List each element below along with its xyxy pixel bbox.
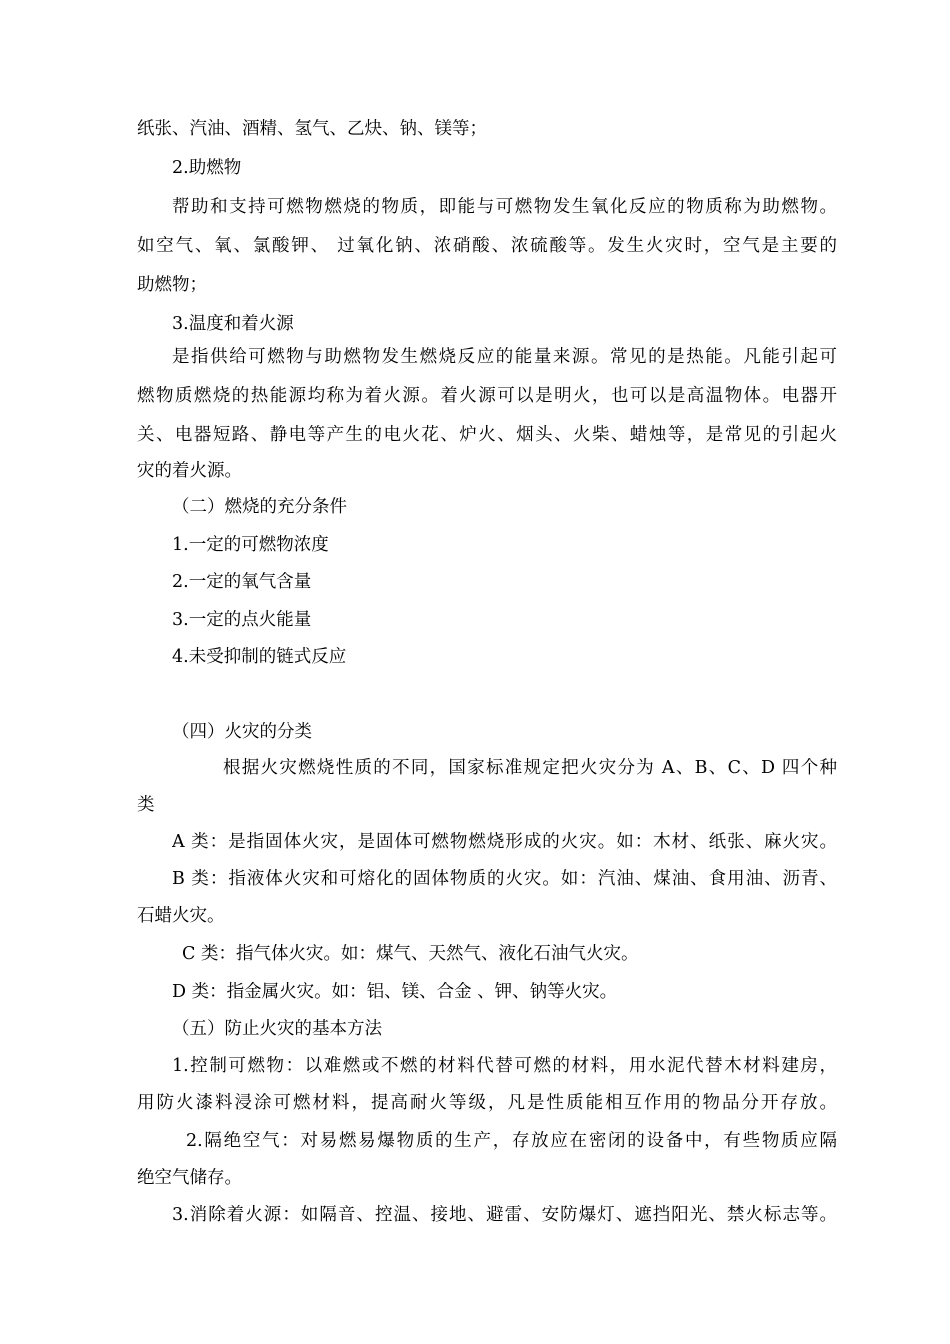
text-line: 1.控制可燃物：以难燃或不燃的材料代替可燃的材料，用水泥代替木材料建房， [172, 1056, 837, 1076]
text-line: 助燃物； [137, 275, 207, 295]
list-item: 4.未受抑制的链式反应 [172, 647, 347, 667]
text-line: 石蜡火灾。 [137, 906, 225, 926]
section-heading: （五）防止火灾的基本方法 [172, 1019, 382, 1039]
text-line: 灾的着火源。 [137, 461, 242, 481]
text-line: 是指供给可燃物与助燃物发生燃烧反应的能量来源。常见的是热能。凡能引起可 [172, 347, 837, 367]
list-item: 2.一定的氧气含量 [172, 572, 312, 592]
text-line: 纸张、汽油、酒精、氢气、乙炔、钠、镁等； [137, 119, 487, 139]
section-heading: 2.助燃物 [172, 158, 242, 178]
text-line: B 类：指液体火灾和可熔化的固体物质的火灾。如：汽油、煤油、食用油、沥青、 [172, 869, 837, 889]
text-line: 绝空气储存。 [137, 1168, 242, 1188]
text-line: 3.消除着火源：如隔音、控温、接地、避雷、安防爆灯、遮挡阳光、禁火标志等。 [172, 1205, 837, 1225]
text-line: 关、电器短路、静电等产生的电火花、炉火、烟头、火柴、蜡烛等，是常见的引起火 [137, 425, 837, 445]
text-line: 如空气、氧、氯酸钾、 过氧化钠、浓硝酸、浓硫酸等。发生火灾时，空气是主要的 [137, 236, 837, 256]
text-line: 用防火漆料浸涂可燃材料，提高耐火等级，凡是性质能相互作用的物品分开存放。 [137, 1093, 837, 1113]
text-line: 帮助和支持可燃物燃烧的物质，即能与可燃物发生氧化反应的物质称为助燃物。 [172, 197, 837, 217]
text-line: D 类：指金属火灾。如：铝、镁、合金 、钾、钠等火灾。 [172, 982, 618, 1002]
section-heading: （二）燃烧的充分条件 [172, 497, 347, 517]
text-line: C 类：指气体火灾。如：煤气、天然气、液化石油气火灾。 [182, 944, 639, 964]
text-line: 根据火灾燃烧性质的不同，国家标准规定把火灾分为 A、B、C、D 四个种 [223, 758, 837, 778]
text-line: 燃物质燃烧的热能源均称为着火源。着火源可以是明火，也可以是高温物体。电器开 [137, 386, 837, 406]
section-heading: 3.温度和着火源 [172, 314, 294, 334]
section-heading: （四）火灾的分类 [172, 722, 312, 742]
list-item: 3.一定的点火能量 [172, 610, 312, 630]
text-line: 2.隔绝空气：对易燃易爆物质的生产，存放应在密闭的设备中，有些物质应隔 [186, 1131, 837, 1151]
list-item: 1.一定的可燃物浓度 [172, 535, 329, 555]
text-line: 类 [137, 795, 155, 815]
text-line: A 类：是指固体火灾，是固体可燃物燃烧形成的火灾。如：木材、纸张、麻火灾。 [172, 832, 837, 852]
